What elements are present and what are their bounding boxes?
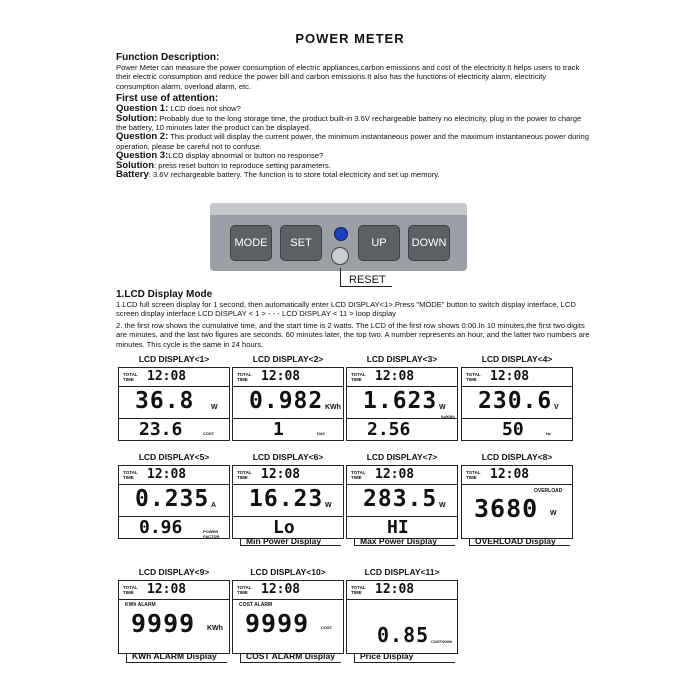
total-time-label bbox=[123, 470, 138, 480]
total-label: TOTAL bbox=[466, 372, 481, 377]
reset-button[interactable] bbox=[331, 247, 349, 265]
lcd-time-row bbox=[462, 368, 572, 387]
lcd-title: LCD DISPLAY<6> bbox=[252, 452, 324, 462]
lcd-screen bbox=[118, 465, 230, 539]
lcd-clock: 12:08 bbox=[147, 582, 187, 597]
lcd-clock: 12:08 bbox=[375, 467, 415, 482]
mode-button[interactable]: MODE bbox=[230, 225, 272, 261]
battery-label: Battery bbox=[116, 169, 149, 181]
lcd-time-row bbox=[233, 466, 343, 485]
lcd-time-row bbox=[347, 368, 457, 387]
lcd-title: LCD DISPLAY<7> bbox=[366, 452, 438, 462]
lcd-main-value: 0.982 bbox=[249, 388, 324, 414]
s1-label: Solution: bbox=[116, 112, 158, 124]
lcd-title: LCD DISPLAY<1> bbox=[138, 354, 210, 364]
function-body: Power Meter can measure the power consumption of electric appliances,carbon emissions and cost of the electricity.It helps users to track their electric consumption and reduce the power bill and carbon emissions.It also has the functions of electricity alarm, electricity consumption alarm, overload alarm, etc. bbox=[116, 63, 580, 91]
lcd-main-tag: Kg/KWh bbox=[441, 415, 455, 419]
first-use-heading: First use of attention: bbox=[116, 93, 219, 105]
lcd-main-value: 9999 bbox=[131, 609, 196, 638]
page-title: POWER METER bbox=[295, 31, 405, 46]
lcd-clock: 12:08 bbox=[490, 369, 530, 384]
lcd-main-value: 1.623 bbox=[363, 388, 438, 414]
total-time-label bbox=[466, 470, 481, 480]
total-time-label bbox=[123, 372, 138, 382]
lcd-main-value: 0.85 bbox=[377, 623, 430, 647]
lcd-main-unit: V bbox=[554, 404, 559, 411]
total-time-label bbox=[351, 585, 366, 595]
lcd-screen bbox=[461, 465, 573, 539]
total-label: TOTAL bbox=[237, 585, 252, 590]
lcd-main-value: 283.5 bbox=[363, 486, 438, 512]
q3-text: LCD display abnormal or button no response? bbox=[168, 151, 324, 161]
q3-label: Question 3: bbox=[116, 150, 169, 162]
lcd-main-value: 9999 bbox=[245, 609, 310, 638]
lcd-sub-unit: Hz bbox=[546, 431, 551, 436]
panel-screen-edge bbox=[210, 203, 467, 215]
lcd-time-row bbox=[119, 368, 229, 387]
total-time-label bbox=[123, 585, 138, 595]
lcd-screen bbox=[346, 580, 458, 654]
time-label: TIME bbox=[237, 590, 248, 595]
lcd-time-row bbox=[462, 466, 572, 485]
lcd-clock: 12:08 bbox=[375, 369, 415, 384]
s1-text: Probably due to the long storage time, the product built-in 3.6V rechargeable battery no electricity, plug in the power to charge the battery, 10 minutes later the product can be displayed. bbox=[116, 113, 582, 133]
lcd-sub-unit: DAY bbox=[317, 431, 326, 436]
lcd-clock: 12:08 bbox=[147, 369, 187, 384]
lcd-screen bbox=[118, 367, 230, 441]
time-label: TIME bbox=[123, 590, 134, 595]
lcd-mode-p2: 2. the first row shows the cumulative time, and the start time is 2 watts. The LCD of the first row shows 0:00.In 10 minutes,the first two digits are minutes, and the last two figures are seconds. 60 minutes later, the top two. A number represents an hour, and the latter two numbers are minutes. This cycle is the same in 24 hours. bbox=[116, 320, 590, 349]
total-time-label bbox=[466, 372, 481, 382]
lcd-main-unit: W bbox=[550, 510, 557, 517]
lcd-alarm-tag: COST ALARM bbox=[239, 602, 273, 608]
lcd-main-unit: COST/KWh bbox=[431, 639, 453, 644]
lcd-screen bbox=[232, 580, 344, 654]
lcd-title: LCD DISPLAY<3> bbox=[366, 354, 438, 364]
lcd-sub-value: 1 bbox=[273, 419, 284, 440]
time-label: TIME bbox=[466, 475, 477, 480]
time-label: TIME bbox=[123, 475, 134, 480]
lcd-main-unit: W bbox=[439, 502, 446, 509]
lcd-screen bbox=[232, 465, 344, 539]
lcd-main-unit: KWh bbox=[207, 625, 223, 632]
total-time-label bbox=[351, 372, 366, 382]
total-time-label bbox=[237, 372, 252, 382]
control-panel bbox=[210, 203, 467, 271]
total-label: TOTAL bbox=[237, 470, 252, 475]
q1-text: LCD does not show? bbox=[168, 104, 241, 114]
lcd-caption: OVERLOAD Display bbox=[475, 536, 556, 546]
lcd-main-unit: W bbox=[325, 502, 332, 509]
total-time-label bbox=[237, 585, 252, 595]
lcd-sub-value: Lo bbox=[273, 517, 295, 538]
function-section bbox=[116, 52, 591, 179]
lcd-main-value: 0.235 bbox=[135, 486, 210, 512]
battery-text: : 3.6V rechargeable battery. The function is to store total electricity and set up memory. bbox=[148, 170, 440, 180]
lcd-caption: KWh ALARM Display bbox=[132, 651, 217, 661]
lcd-caption: Min Power Display bbox=[246, 536, 322, 546]
lcd-time-row bbox=[347, 466, 457, 485]
time-label: TIME bbox=[237, 475, 248, 480]
lcd-screen bbox=[232, 367, 344, 441]
lcd-sub-value: 50 bbox=[502, 419, 524, 440]
lcd-sub-unit: COST bbox=[203, 431, 215, 436]
lcd-mode-p1: 1.LCD full screen display for 1 second, then automatically enter LCD DISPLAY<1>.Press "MODE" button to switch display interface, LCD screen display interface LCD DISPLAY < 1 > - - - LCD DISPLAY < 11 > loop display bbox=[116, 300, 576, 319]
total-time-label bbox=[237, 470, 252, 480]
lcd-title: LCD DISPLAY<8> bbox=[481, 452, 553, 462]
lcd-title: LCD DISPLAY<2> bbox=[252, 354, 324, 364]
lcd-sub-value: 2.56 bbox=[367, 419, 411, 440]
lcd-caption: Price Display bbox=[360, 651, 414, 661]
lcd-mode-heading: 1.LCD Display Mode bbox=[116, 289, 213, 300]
function-heading: Function Description: bbox=[116, 52, 220, 63]
lcd-title: LCD DISPLAY<11> bbox=[364, 567, 440, 577]
lcd-clock: 12:08 bbox=[261, 369, 301, 384]
q2-text: This product will display the current power, the minimum instantaneous power and the maximum instantaneous power during operation, please be careful not to confuse. bbox=[116, 132, 589, 151]
lcd-main-value: 36.8 bbox=[135, 388, 195, 414]
lcd-clock: 12:08 bbox=[147, 467, 187, 482]
down-button[interactable]: DOWN bbox=[408, 225, 450, 261]
indicator-led-icon bbox=[334, 227, 348, 241]
lcd-sub-unit: POWER FACTOR bbox=[203, 529, 220, 539]
time-label: TIME bbox=[351, 475, 362, 480]
lcd-sub-value: 23.6 bbox=[139, 419, 183, 440]
time-label: TIME bbox=[123, 377, 134, 382]
lcd-screen bbox=[461, 367, 573, 441]
total-time-label bbox=[351, 470, 366, 480]
s3-label: Solution bbox=[116, 159, 154, 171]
time-label: TIME bbox=[351, 377, 362, 382]
lcd-screen bbox=[346, 367, 458, 441]
lcd-title: LCD DISPLAY<10> bbox=[250, 567, 326, 577]
lcd-title: LCD DISPLAY<4> bbox=[481, 354, 553, 364]
lcd-caption: COST ALARM Display bbox=[246, 651, 335, 661]
total-label: TOTAL bbox=[237, 372, 252, 377]
lcd-mode-section bbox=[116, 289, 591, 349]
reset-label: RESET bbox=[349, 274, 386, 286]
lcd-main-unit: A bbox=[211, 502, 217, 509]
total-label: TOTAL bbox=[123, 470, 138, 475]
lcd-screen bbox=[346, 465, 458, 539]
lcd-alarm-tag: KWh ALARM bbox=[125, 602, 156, 608]
lcd-time-row bbox=[119, 581, 229, 600]
total-label: TOTAL bbox=[351, 372, 366, 377]
s3-text: : press reset button to reproduce setting parameters. bbox=[154, 160, 331, 170]
lcd-title: LCD DISPLAY<5> bbox=[138, 452, 210, 462]
reset-pointer-line bbox=[340, 268, 341, 286]
lcd-main-unit: W bbox=[439, 404, 446, 411]
lcd-clock: 12:08 bbox=[490, 467, 530, 482]
time-label: TIME bbox=[466, 377, 477, 382]
q1-label: Question 1: bbox=[116, 103, 169, 115]
time-label: TIME bbox=[237, 377, 248, 382]
total-label: TOTAL bbox=[123, 585, 138, 590]
reset-underline bbox=[340, 286, 392, 287]
up-button[interactable]: UP bbox=[358, 225, 400, 261]
lcd-title: LCD DISPLAY<9> bbox=[138, 567, 210, 577]
lcd-main-value: 230.6 bbox=[478, 388, 553, 414]
lcd-screen bbox=[118, 580, 230, 654]
lcd-main-value: 16.23 bbox=[249, 486, 324, 512]
lcd-main-unit: W bbox=[211, 404, 218, 411]
lcd-clock: 12:08 bbox=[261, 467, 301, 482]
total-label: TOTAL bbox=[123, 372, 138, 377]
time-label: TIME bbox=[351, 590, 362, 595]
total-label: TOTAL bbox=[466, 470, 481, 475]
lcd-caption: Max Power Display bbox=[360, 536, 438, 546]
lcd-clock: 12:08 bbox=[375, 582, 415, 597]
lcd-time-row bbox=[119, 466, 229, 485]
lcd-main-value: 3680 bbox=[474, 494, 539, 523]
lcd-main-unit: COST bbox=[321, 625, 333, 630]
lcd-alarm-tag: OVERLOAD bbox=[534, 488, 563, 494]
lcd-time-row bbox=[233, 368, 343, 387]
lcd-sub-value: 0.96 bbox=[139, 517, 183, 538]
total-label: TOTAL bbox=[351, 470, 366, 475]
set-button[interactable]: SET bbox=[280, 225, 322, 261]
q2-label: Question 2: bbox=[116, 131, 169, 143]
lcd-time-row bbox=[233, 581, 343, 600]
lcd-sub-value: HI bbox=[387, 517, 409, 538]
lcd-main-unit: KWh bbox=[325, 404, 341, 411]
lcd-time-row bbox=[347, 581, 457, 600]
total-label: TOTAL bbox=[351, 585, 366, 590]
lcd-clock: 12:08 bbox=[261, 582, 301, 597]
